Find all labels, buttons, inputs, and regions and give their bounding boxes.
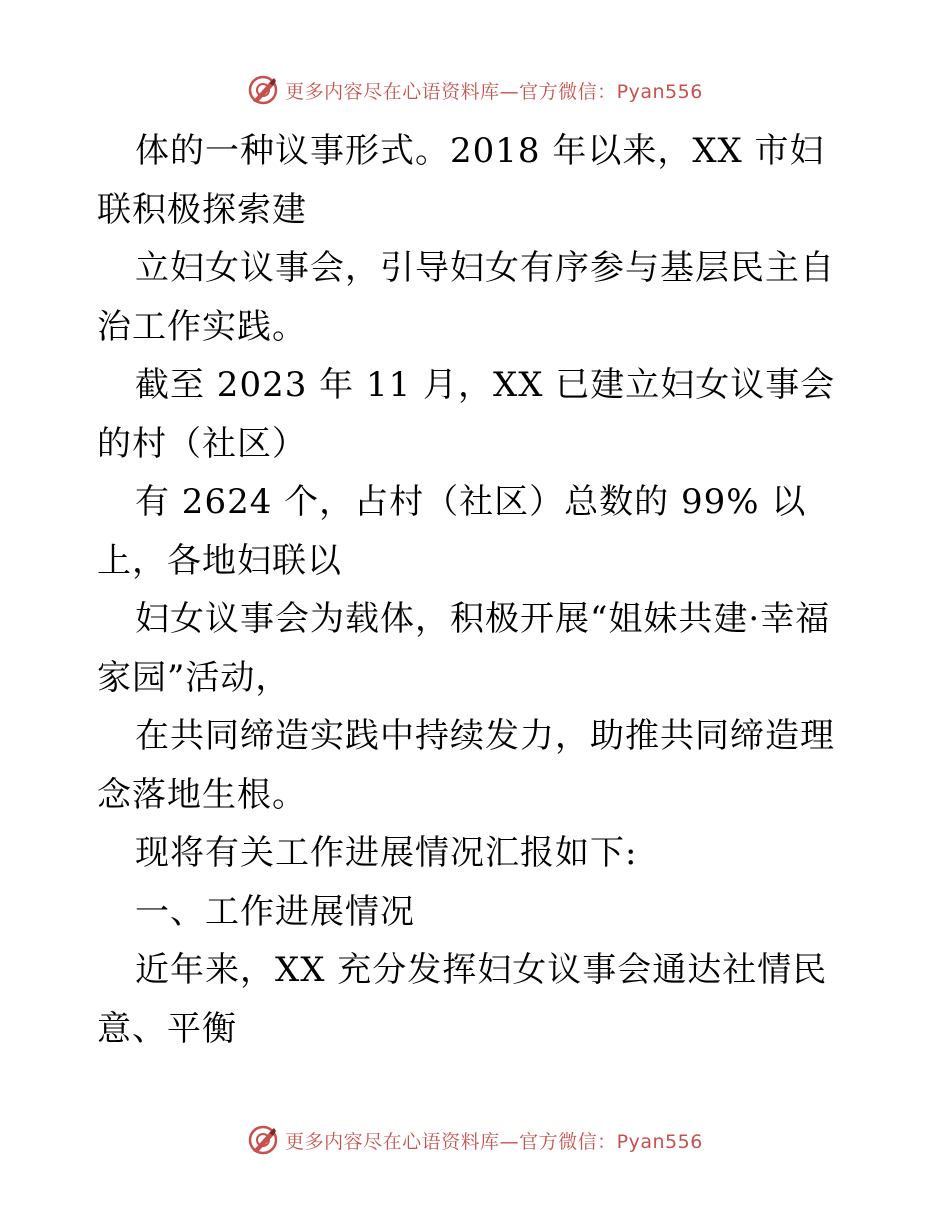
paragraph: 在共同缔造实践中持续发力，助推共同缔造理念落地生根。 bbox=[97, 716, 835, 815]
paragraph: 妇女议事会为载体，积极开展“姐妹共建·幸福家园”活动， bbox=[97, 599, 831, 698]
document-body bbox=[97, 122, 857, 1058]
brush-logo-icon bbox=[247, 74, 279, 106]
paragraph: 有 2624 个，占村（社区）总数的 99% 以上，各地妇联以 bbox=[97, 482, 807, 581]
watermark-text: 更多内容尽在心语资料库—官方微信：Pyan556 bbox=[285, 1130, 703, 1153]
paragraph: 体的一种议事形式。2018 年以来，XX 市妇联积极探索建 bbox=[97, 131, 825, 230]
paragraph: 近年来，XX 充分发挥妇女议事会通达社情民意、平衡 bbox=[97, 950, 828, 1049]
brush-logo-icon bbox=[247, 1124, 279, 1156]
section-heading: 一、工作进展情况 bbox=[135, 891, 415, 932]
paragraph: 立妇女议事会，引导妇女有序参与基层民主自治工作实践。 bbox=[97, 248, 835, 347]
paragraph: 现将有关工作进展情况汇报如下: bbox=[135, 833, 638, 873]
header-watermark bbox=[0, 70, 950, 110]
paragraph: 截至 2023 年 11 月，XX 已建立妇女议事会的村（社区） bbox=[97, 365, 836, 464]
watermark-text: 更多内容尽在心语资料库—官方微信：Pyan556 bbox=[285, 80, 703, 103]
footer-watermark bbox=[0, 1120, 950, 1160]
